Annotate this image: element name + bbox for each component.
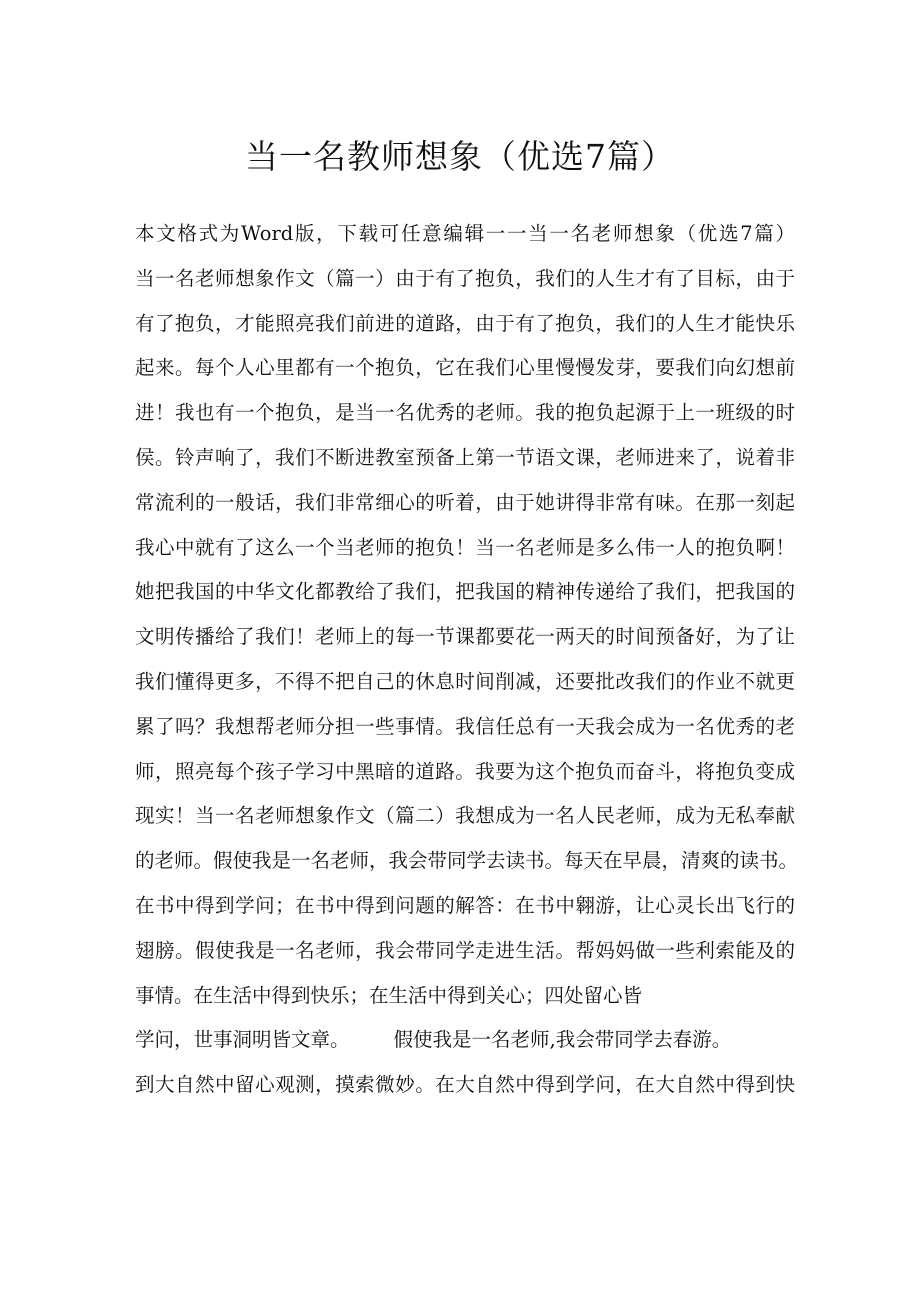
text-line: 到大自然中留心观测，摸索微妙。在大自然中得到学问，在大自然中得到快 [135, 1073, 795, 1097]
text-line: 翅膀。假使我是一名老师，我会带同学走进生活。帮妈妈做一些利索能及的 [135, 938, 795, 962]
text-line: 我心中就有了这么一个当老师的抱负！当一名老师是多么伟一人的抱负啊！ [135, 535, 795, 559]
text-line: 的老师。假使我是一名老师，我会带同学去读书。每天在早晨，清爽的读书。 [135, 849, 799, 873]
text-line: 在书中得到学问；在书中得到问题的解答：在书中翱游，让心灵长出飞行的 [135, 893, 795, 917]
text-line-split [135, 1018, 795, 1063]
text-line: 进！我也有一个抱负，是当一名优秀的老师。我的抱负起源于上一班级的时 [135, 401, 795, 425]
body-text [135, 212, 799, 1108]
text-line: 有了抱负，才能照亮我们前进的道路，由于有了抱负，我们的人生才能快乐 [135, 311, 795, 335]
text-fragment: 假使我是一名老师,我会带同学去春游。 [393, 1028, 732, 1052]
text-line: 累了吗？我想帮老师分担一些事情。我信任总有一天我会成为一名优秀的老 [135, 714, 795, 738]
text-line: 当一名老师想象作文（篇一）由于有了抱负，我们的人生才有了目标，由于 [135, 266, 795, 290]
page-title: 当一名教师想象（优选7篇） [245, 137, 675, 176]
text-line: 事情。在生活中得到快乐；在生活中得到关心；四处留心皆 [135, 983, 643, 1007]
text-line: 侯。铃声响了，我们不断进教室预备上第一节语文课，老师进来了，说着非 [135, 445, 795, 469]
text-line: 现实！当一名老师想象作文（篇二）我想成为一名人民老师，成为无私奉献 [135, 804, 795, 828]
text-line: 我们懂得更多，不得不把自己的休息时间削减，还要批改我们的作业不就更 [135, 669, 795, 693]
text-line: 常流利的一般话，我们非常细心的听着，由于她讲得非常有味。在那一刻起 [135, 490, 795, 514]
text-line: 师，照亮每个孩子学习中黑暗的道路。我要为这个抱负而奋斗，将抱负变成 [135, 759, 795, 783]
text-line: 起来。每个人心里都有一个抱负，它在我们心里慢慢发芽，要我们向幻想前 [135, 356, 795, 380]
text-line: 本文格式为Word版，下载可任意编辑一一当一名老师想象（优选7篇） [135, 222, 795, 245]
text-fragment: 学问，世事洞明皆文章。 [135, 1028, 350, 1052]
text-line: 文明传播给了我们！老师上的每一节课都要花一两天的时间预备好，为了让 [135, 625, 795, 649]
text-line: 她把我国的中华文化都教给了我们，把我国的精神传递给了我们，把我国的 [135, 580, 795, 604]
